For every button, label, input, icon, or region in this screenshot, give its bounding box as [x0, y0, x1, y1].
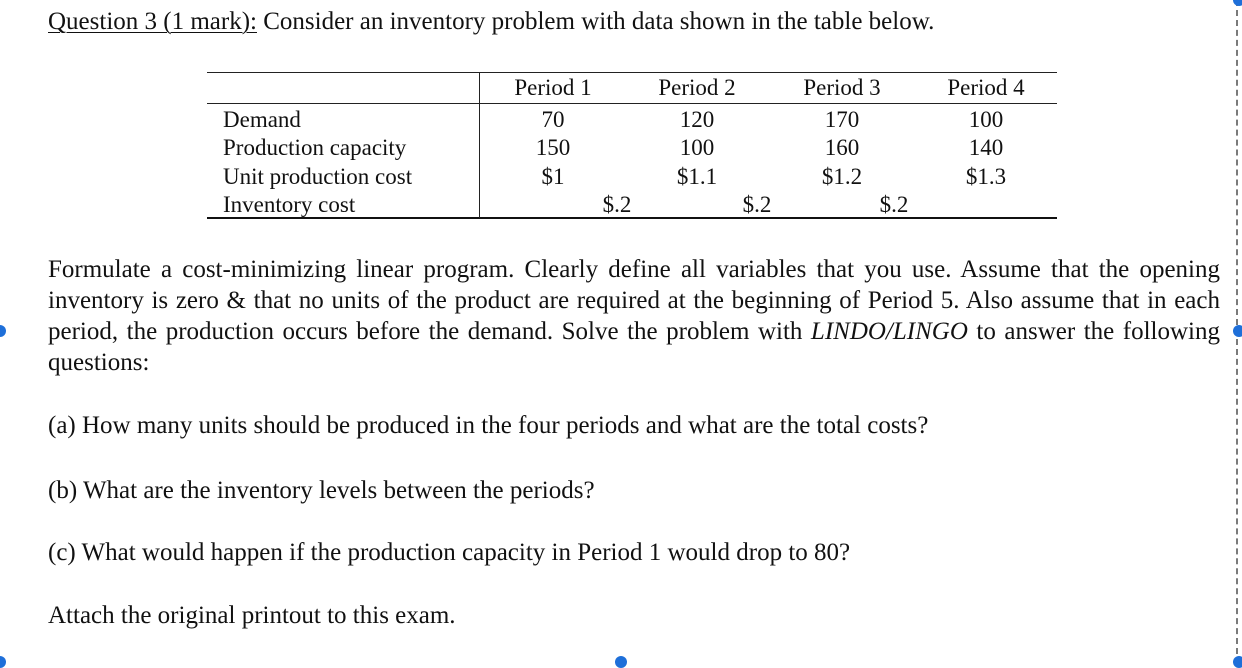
table-cell: $.2: [602, 192, 632, 217]
instructions-text: Formulate a cost-minimizing linear program. Clearly define all variables that you use. Assume that the opening inventory is zero & that no units of the product are required at the beginning of Period 5. Also assume that in each period, the production occurs before the demand. Solve the problem with: [48, 256, 1220, 345]
question-a: (a) How many units should be produced in the four periods and what are the total costs?: [48, 412, 929, 439]
table-cell: 70: [541, 107, 565, 132]
resize-handle-bottom[interactable]: [615, 656, 627, 668]
question-c: (c) What would happen if the production capacity in Period 1 would drop to 80?: [48, 539, 851, 566]
column-header-period-1: Period 1: [514, 75, 592, 100]
row-label-unit-production-cost: Unit production cost: [223, 164, 413, 189]
column-header-period-4: Period 4: [947, 75, 1025, 100]
instructions-paragraph: [48, 254, 1220, 378]
question-intro: Consider an inventory problem with data shown in the table below.: [256, 8, 935, 35]
resize-handle-left[interactable]: [0, 325, 6, 337]
attach-note: Attach the original printout to this exam.: [48, 602, 456, 629]
software-name: LINDO/LINGO: [810, 318, 968, 345]
instructions-text-end: to answer the following questions:: [48, 318, 1220, 376]
table-cell: 170: [824, 107, 860, 132]
question-number: Question 3 (1 mark):: [48, 8, 257, 35]
row-label-demand: Demand: [223, 107, 301, 132]
table-header-rule: [207, 103, 1057, 104]
table-cell: 100: [679, 135, 715, 160]
table-cell: $1.2: [821, 164, 863, 189]
table-cell: $.2: [742, 192, 772, 217]
resize-handle-bottom-left[interactable]: [0, 656, 6, 668]
table-cell: 140: [968, 135, 1004, 160]
row-label-inventory-cost: Inventory cost: [223, 192, 356, 217]
column-header-period-3: Period 3: [803, 75, 881, 100]
table-cell: $1.1: [676, 164, 718, 189]
question-b: (b) What are the inventory levels between the periods?: [48, 477, 595, 504]
table-cell: 120: [679, 107, 715, 132]
resize-handle-top-right[interactable]: [1233, 0, 1242, 6]
table-label-separator: [479, 72, 480, 218]
table-cell: $1: [541, 164, 565, 189]
table-top-rule: [207, 72, 1057, 73]
inventory-data-table: [207, 72, 1057, 219]
resize-handle-right[interactable]: [1233, 325, 1242, 337]
table-cell: 160: [824, 135, 860, 160]
table-cell: $.2: [879, 192, 909, 217]
resize-handle-bottom-right[interactable]: [1233, 656, 1242, 668]
row-label-production-capacity: Production capacity: [223, 135, 407, 160]
question-title: [48, 8, 934, 36]
table-cell: 100: [968, 107, 1004, 132]
column-header-period-2: Period 2: [658, 75, 736, 100]
table-cell: 150: [535, 135, 571, 160]
table-cell: $1.3: [965, 164, 1007, 189]
